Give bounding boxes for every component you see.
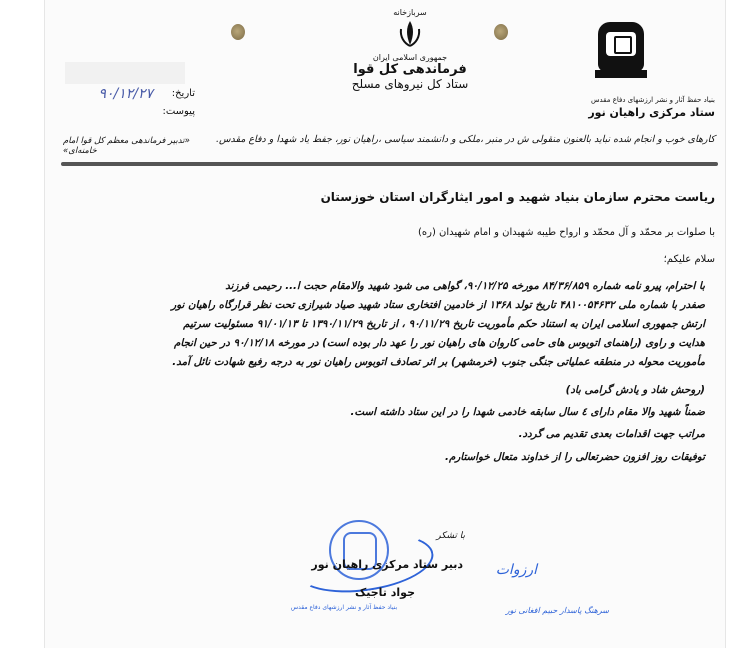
body-line: توفیقات روز افزون حضرتعالی را از خداوند متعال خواستارم. bbox=[445, 451, 705, 463]
body-line: (روحش شاد و یادش گرامی باد) bbox=[565, 384, 705, 396]
recipient-line: ریاست محترم سازمان بنیاد شهید و امور ایثارگران استان خوزستان bbox=[320, 190, 715, 204]
stamp-text: بنیاد حفظ آثار و نشر ارزشهای دفاع مقدس bbox=[290, 604, 398, 611]
handwritten-rank: سرهنگ پاسدار حبیم افغانی نور bbox=[505, 606, 609, 615]
signer-name: جواد تاجیک bbox=[354, 586, 415, 599]
closing-text: با تشکر bbox=[436, 531, 465, 541]
body-line: مراتب جهت اقدامات بعدی تقدیم می گردد. bbox=[518, 428, 705, 440]
body-line: با احترام، پیرو نامه شماره ۸۴/۳۶/۸۵۹ مورخه ۹۰/۱۲/۲۵، گواهی می شود شهید والامقام حجت ا... رحیمی فرزند bbox=[225, 280, 705, 292]
right-org-small: بنیاد حفظ آثار و نشر ارزشهای دفاع مقدس bbox=[590, 96, 715, 104]
handwritten-name: ارزوات bbox=[495, 562, 537, 578]
center-header bbox=[305, 8, 515, 91]
body-line: مأموریت محوله در منطقه عملیاتی جنگی جنوب (خرمشهر) بر اثر تصادف اتوبوس راهیان نور به درجه رفیع شهادت نائل آمد. bbox=[172, 356, 705, 368]
body-line: ارتش جمهوری اسلامی ایران به استناد حکم مأموریت تاریخ ۹۰/۱۱/۲۹ ، از تاریخ ۱۳۹۰/۱۱/۲۹ تا ۹۱/۰۱/۱۳ مسئولیت سرتیم bbox=[183, 318, 705, 330]
punch-hole bbox=[231, 24, 245, 40]
header-divider bbox=[61, 162, 718, 166]
salawat-line: با صلوات بر محمّد و آل محمّد و ارواح طیبه شهیدان و امام شهیدان (ره) bbox=[417, 227, 715, 238]
iran-emblem-icon bbox=[305, 17, 515, 51]
emblem-label: سربازخانه bbox=[393, 8, 427, 17]
letter-paper bbox=[44, 0, 726, 648]
greeting-line: سلام علیکم؛ bbox=[663, 254, 715, 265]
right-org-title: ستاد مرکزی راهیان نور bbox=[588, 106, 715, 119]
emblem-icon bbox=[395, 19, 425, 49]
body-line: صفدر با شماره ملی ۴۸۱۰۰۵۴۶۳۲ تاریخ تولد ۱۳۶۸ از خادمین افتخاری ستاد شهید صیاد شیرازی تحت نظر قرارگاه راهیان نور bbox=[171, 299, 705, 311]
date-label: تاریخ: bbox=[171, 88, 195, 99]
state-line: جمهوری اسلامی ایران bbox=[372, 53, 448, 62]
armed-forces-subtitle: ستاد کل نیروهای مسلح bbox=[351, 77, 469, 91]
body-line: ضمناً شهید والا مقام دارای ٤ سال سابقه خادمی شهدا را در این ستاد داشته است. bbox=[350, 406, 705, 418]
body-line: هدایت و راوی (راهنمای اتوبوس های حامی کاروان های راهیان نور را عهد دار بوده است) در مورخه ۹۰/۱۲/۱۸ در حین انجام bbox=[173, 337, 705, 349]
command-title: فرماندهی کل قوا bbox=[353, 62, 467, 77]
signer-title: دبیر ستاد مرکزی راهیان نور bbox=[311, 558, 463, 571]
slogan-right: کارهای خوب و انجام شده نباید بالعنون منقولی ش در منبر ،ملکی و دانشمند سیاسی ،راهیان نور، جفط یاد شهدا و دفاع مقدس. bbox=[215, 134, 715, 145]
date-value: ۹۰/۱۲/۲۷ bbox=[98, 86, 153, 102]
right-logo bbox=[595, 18, 647, 84]
redacted-area bbox=[65, 62, 185, 84]
slogan-left: «تدبیر فرماندهی معظم کل قوا امام خامنه‌ای» bbox=[63, 136, 190, 156]
attachment-label: پیوست: bbox=[162, 106, 195, 117]
